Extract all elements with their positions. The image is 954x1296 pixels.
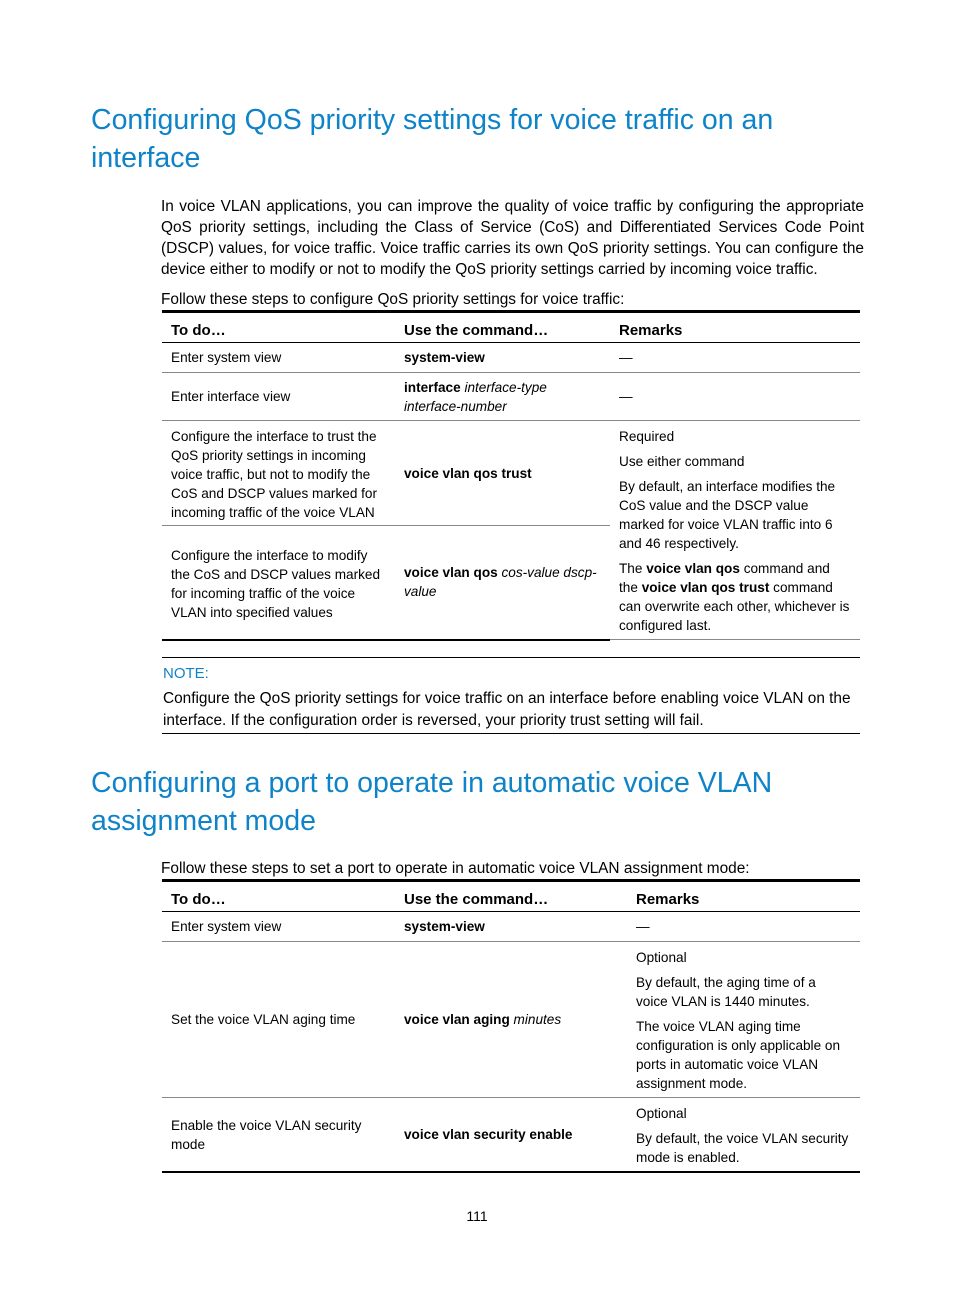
command-keyword: voice vlan qos trust [404,465,532,481]
todo-cell: Enter interface view [162,373,395,421]
header-remarks: Remarks [610,312,860,343]
header-command: Use the command… [395,312,610,343]
command-argument: interface-type interface-number [404,379,547,414]
note-box [162,657,860,734]
intro-paragraph: In voice VLAN applications, you can improve the quality of voice traffic by configuring the appropriate QoS priority settings, including the Class of Service (CoS) and Differentiated Services Code Point (DSCP) values, for voice traffic. Voice traffic carries its own QoS priority settings. You can configure the device either to modify or not to modify the QoS priority settings carried by incoming voice traffic. [161,198,864,278]
table-row [162,373,860,421]
steps-lead-qos: Follow these steps to configure QoS priority settings for voice traffic: [161,291,625,308]
qos-steps-table [162,310,860,641]
remark-cell [627,1098,860,1173]
header-todo: To do… [162,881,395,912]
command-keyword: voice vlan aging [404,1012,510,1027]
command-cell [395,526,610,640]
todo-cell: Set the voice VLAN aging time [162,942,395,1098]
remark-required: Required [619,429,675,444]
command-keyword: system-view [404,919,485,934]
command-keyword: voice vlan qos [404,565,498,581]
remark-overwrite: The voice vlan qos command and the voice vlan qos trust command can overwrite each other, whichever is configured last. [619,561,850,633]
remark-cell: — [610,373,860,421]
table-row [162,942,860,1098]
todo-cell: Enable the voice VLAN security mode [162,1098,395,1173]
table-row [162,343,860,373]
header-command: Use the command… [395,881,627,912]
command-cell [395,373,610,421]
command-argument: cos-value dscp-value [404,565,597,600]
command-keyword: system-view [404,350,485,365]
remark-optional: Optional [636,950,687,965]
header-remarks: Remarks [627,881,860,912]
command-keyword: interface [404,379,461,395]
table-header-row [162,881,860,912]
section-title-auto-assignment: Configuring a port to operate in automatic voice VLAN assignment mode [91,767,773,837]
todo-cell: Enter system view [162,912,395,942]
command-cell [395,912,627,942]
table-header-row [162,312,860,343]
todo-cell: Enter system view [162,343,395,373]
steps-lead-auto: Follow these steps to set a port to operate in automatic voice VLAN assignment mode: [161,860,750,877]
remark-default: By default, an interface modifies the CoS value and the DSCP value marked for voice VLAN traffic into 6 and 46 respectively. [619,479,836,551]
remark-default: By default, the aging time of a voice VLAN is 1440 minutes. [636,975,816,1009]
command-keyword: voice vlan security enable [404,1127,573,1142]
todo-cell: Configure the interface to trust the QoS priority settings in incoming voice traffic, but not to modify the CoS and DSCP values marked for incoming traffic of the voice VLAN [162,421,395,526]
table-row [162,912,860,942]
table-row [162,1098,860,1173]
header-todo: To do… [162,312,395,343]
remark-default: By default, the voice VLAN security mode is enabled. [636,1131,849,1165]
remark-optional: Optional [636,1106,687,1121]
note-text: Configure the QoS priority settings for voice traffic on an interface before enabling voice VLAN on the interface. If the configuration order is reversed, your priority trust setting will fail. [163,690,851,729]
command-cell [395,421,610,526]
remark-cell [627,942,860,1098]
remark-cell: — [610,343,860,373]
command-cell [395,343,610,373]
command-cell [395,942,627,1098]
table-row [162,421,860,526]
note-label: NOTE: [163,665,209,682]
remark-cell: — [627,912,860,942]
remark-applicability: The voice VLAN aging time configuration is only applicable on ports in automatic voice VLAN assignment mode. [636,1019,841,1091]
section-title-qos: Configuring QoS priority settings for voice traffic on an interface [91,104,774,174]
command-argument: minutes [513,1012,562,1027]
merged-remark-cell [610,421,860,640]
auto-assignment-steps-table [162,879,860,1173]
page-number: 111 [466,1208,488,1224]
todo-cell: Configure the interface to modify the CoS and DSCP values marked for incoming traffic of the voice VLAN into specified values [162,526,395,640]
command-cell [395,1098,627,1173]
remark-either: Use either command [619,454,745,469]
